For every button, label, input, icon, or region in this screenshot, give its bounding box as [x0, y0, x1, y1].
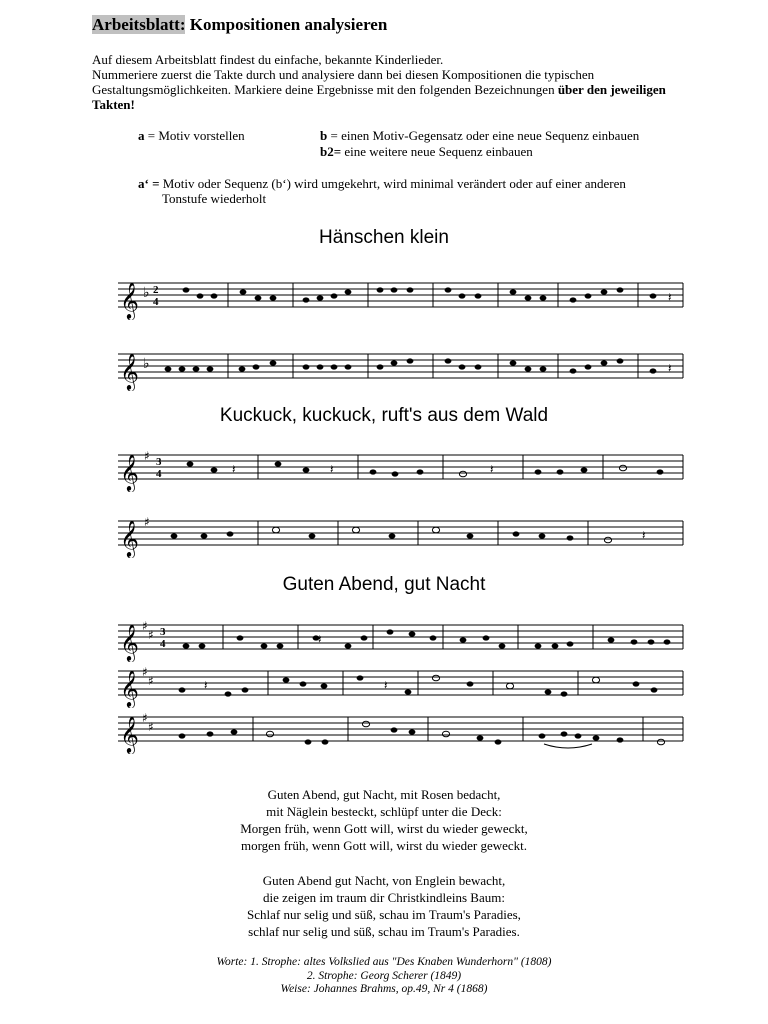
- quarter-rest-icon: 𝄽: [384, 678, 388, 692]
- intro-line-4-bold: Takten!: [92, 97, 135, 112]
- sharp-sign-icon: ♯: [142, 666, 148, 679]
- sharp-sign-icon: ♯: [142, 712, 148, 725]
- sharp-sign-icon: ♯: [148, 720, 154, 734]
- time-signature-top: 3: [160, 626, 166, 638]
- legend-b-text: = einen Motiv-Gegensatz oder eine neue Sequenz einbauen: [327, 128, 640, 143]
- staff-guten-abend-2: [118, 666, 690, 708]
- title-text: Kompositionen analysieren: [189, 15, 388, 34]
- intro-line-4: [92, 97, 732, 112]
- notes-kuckuck-2: [171, 527, 612, 543]
- treble-clef-icon: 𝄞: [120, 519, 139, 557]
- lyrics-line: Guten Abend gut Nacht, von Englein bewacht,: [262, 873, 506, 888]
- legend-a-key: a: [138, 128, 145, 143]
- intro-line-2: Nummeriere zuerst die Takte durch und analysiere dann bei diesen Kompositionen die typischen: [92, 67, 595, 82]
- treble-clef-icon: 𝄞: [120, 281, 139, 319]
- credits-line: Weise: Johannes Brahms, op.49, Nr 4 (1868): [280, 983, 488, 995]
- quarter-rest-icon: 𝄽: [232, 462, 236, 476]
- treble-clef-icon: 𝄞: [120, 669, 139, 707]
- title-label: Arbeitsblatt:: [92, 15, 186, 34]
- time-signature-bottom: 4: [160, 638, 166, 650]
- time-signature-bottom: 4: [153, 296, 159, 308]
- intro-line-3: [92, 82, 732, 97]
- lyrics-line: mit Näglein besteckt, schlüpf unter die Deck:: [266, 804, 502, 819]
- legend-a-prime-text: Motiv oder Sequenz (b‘) wird umgekehrt, wird minimal verändert oder auf einer anderen: [159, 176, 626, 191]
- legend-b: [320, 128, 639, 143]
- treble-clef-icon: 𝄞: [120, 453, 139, 491]
- quarter-rest-icon: 𝄽: [668, 290, 672, 304]
- page-title: [92, 15, 387, 35]
- lyrics-line: Guten Abend, gut Nacht, mit Rosen bedacht,: [267, 787, 501, 802]
- lyrics-line: Schlaf nur selig und süß, schau im Traum's Paradies,: [247, 907, 521, 922]
- quarter-rest-icon: 𝄽: [668, 361, 672, 375]
- legend-b2-key: b2=: [320, 144, 342, 159]
- intro-text: [92, 52, 732, 112]
- intro-line-3-bold: über den jeweiligen: [557, 82, 666, 97]
- treble-clef-icon: 𝄞: [120, 352, 139, 390]
- staff-kuckuck-2: [118, 516, 690, 558]
- sharp-sign-icon: ♯: [148, 674, 154, 688]
- flat-sign-icon: ♭: [143, 285, 150, 301]
- staff-kuckuck-1: [118, 450, 690, 492]
- quarter-rest-icon: 𝄽: [490, 462, 494, 476]
- song-title-haenschen: Hänschen klein: [319, 227, 449, 248]
- legend-b2: [320, 144, 533, 159]
- time-signature-bottom: 4: [156, 468, 162, 480]
- quarter-rest-icon: 𝄽: [642, 528, 646, 542]
- flat-sign-icon: ♭: [143, 356, 150, 372]
- quarter-rest-icon: 𝄽: [330, 462, 334, 476]
- lyrics-line: schlaf nur selig und süß, schau im Traum's Paradies.: [248, 924, 520, 939]
- staff-haenschen-1: [118, 278, 690, 320]
- treble-clef-icon: 𝄞: [120, 715, 139, 753]
- staff-guten-abend-3: [118, 712, 690, 754]
- sharp-sign-icon: ♯: [148, 628, 154, 642]
- legend-a-text: = Motiv vorstellen: [144, 128, 245, 143]
- slur-icon: [544, 744, 592, 748]
- treble-clef-icon: 𝄞: [120, 623, 139, 661]
- lyrics-line: Morgen früh, wenn Gott will, wirst du wieder geweckt,: [240, 821, 528, 836]
- legend-a-prime: [138, 176, 626, 191]
- credits-line: Worte: 1. Strophe: altes Volkslied aus "Des Knaben Wunderhorn" (1808): [216, 956, 552, 968]
- legend-a-prime-line2: Tonstufe wiederholt: [162, 191, 267, 206]
- legend-b2-text: eine weitere neue Sequenz einbauen: [341, 144, 533, 159]
- sharp-sign-icon: ♯: [144, 516, 150, 529]
- staff-guten-abend-1: [118, 620, 690, 662]
- sharp-sign-icon: ♯: [142, 620, 148, 633]
- credits-line: 2. Strophe: Georg Scherer (1849): [306, 969, 462, 982]
- time-signature-top: 3: [156, 456, 162, 468]
- lyrics-stanza-1: [0, 786, 768, 854]
- quarter-rest-icon: 𝄽: [204, 678, 208, 692]
- lyrics-stanza-2: [0, 872, 768, 940]
- intro-line-3-plain: Gestaltungsmöglichkeiten. Markiere deine Ergebnisse mit den folgenden Bezeichnungen: [92, 82, 558, 97]
- staff-haenschen-2: [118, 349, 690, 391]
- song-title-guten-abend: Guten Abend, gut Nacht: [282, 574, 486, 595]
- notes-guten-abend-1: [183, 629, 671, 648]
- legend-b-key: b: [320, 128, 328, 143]
- quarter-rest-icon: 𝄽: [318, 632, 322, 646]
- intro-line-1: Auf diesem Arbeitsblatt findest du einfache, bekannte Kinderlieder.: [92, 52, 444, 67]
- song-title-kuckuck: Kuckuck, kuckuck, ruft's aus dem Wald: [219, 405, 549, 426]
- legend-a-prime-key: a‘ =: [138, 176, 160, 191]
- time-signature-top: 2: [153, 284, 159, 296]
- lyrics-line: morgen früh, wenn Gott will, wirst du wieder geweckt.: [240, 838, 528, 853]
- credits: [0, 956, 768, 997]
- sharp-sign-icon: ♯: [144, 450, 150, 463]
- legend-a: [138, 128, 245, 143]
- lyrics-line: die zeigen im traum dir Christkindleins Baum:: [263, 890, 505, 905]
